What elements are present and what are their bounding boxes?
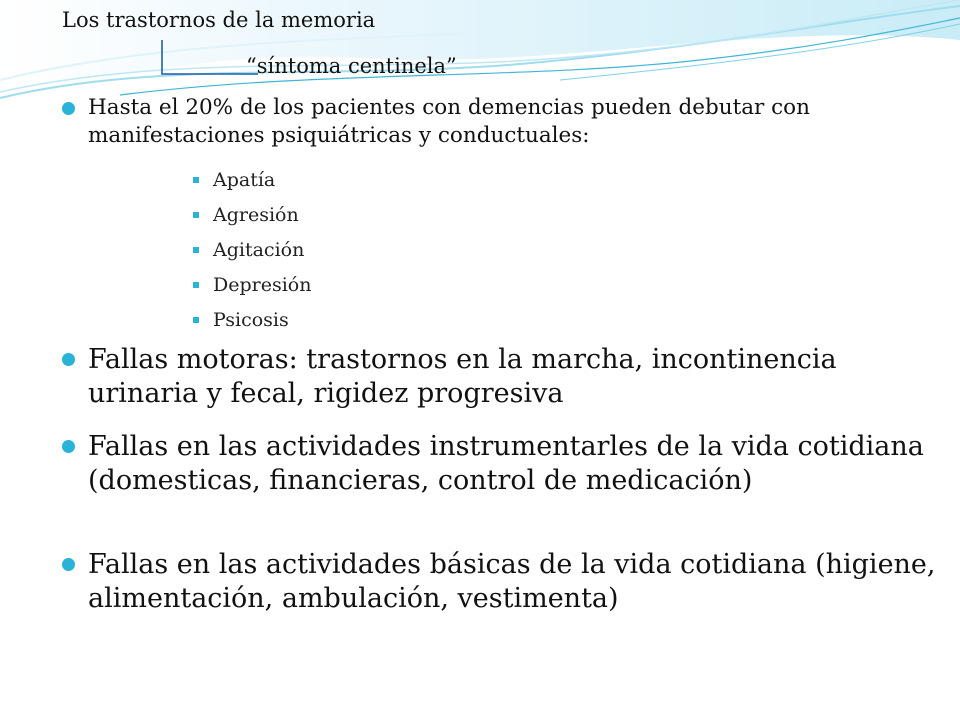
- square-bullet-icon: [193, 177, 199, 183]
- bullet-dot-icon: [62, 353, 75, 366]
- slide-title: Los trastornos de la memoria: [62, 8, 376, 32]
- subbullet-text: Apatía: [213, 169, 276, 191]
- subbullet-item: [213, 273, 311, 297]
- bullet-text: Fallas en las actividades básicas de la vida cotidiana (higiene, alimentación, ambulación, vestimenta): [88, 549, 936, 614]
- square-bullet-icon: [193, 282, 199, 288]
- square-bullet-icon: [193, 212, 199, 218]
- bullet-item: [88, 548, 948, 616]
- slide-subtitle: “síntoma centinela”: [246, 54, 457, 78]
- subbullet-text: Psicosis: [213, 309, 289, 331]
- bullet-text: Fallas motoras: trastornos en la marcha, incontinencia urinaria y fecal, rigidez progresiva: [88, 344, 837, 409]
- subbullet-item: [213, 168, 275, 192]
- subbullet-text: Depresión: [213, 274, 312, 296]
- bullet-dot-icon: [62, 558, 75, 571]
- bullet-item: [88, 94, 948, 150]
- subbullet-item: [213, 238, 304, 262]
- bullet-text: Hasta el 20% de los pacientes con demencias pueden debutar con manifestaciones psiquiátricas y conductuales:: [88, 95, 810, 148]
- bullet-item: [88, 430, 948, 498]
- subbullet-item: [213, 203, 299, 227]
- bullet-dot-icon: [62, 102, 75, 115]
- bullet-dot-icon: [62, 440, 75, 453]
- subbullet-text: Agitación: [213, 239, 305, 261]
- subbullet-item: [213, 308, 289, 332]
- subbullet-text: Agresión: [213, 204, 299, 226]
- bullet-item: [88, 343, 948, 411]
- square-bullet-icon: [193, 317, 199, 323]
- square-bullet-icon: [193, 247, 199, 253]
- bullet-text: Fallas en las actividades instrumentarles de la vida cotidiana (domesticas, financieras, control de medicación): [88, 431, 924, 496]
